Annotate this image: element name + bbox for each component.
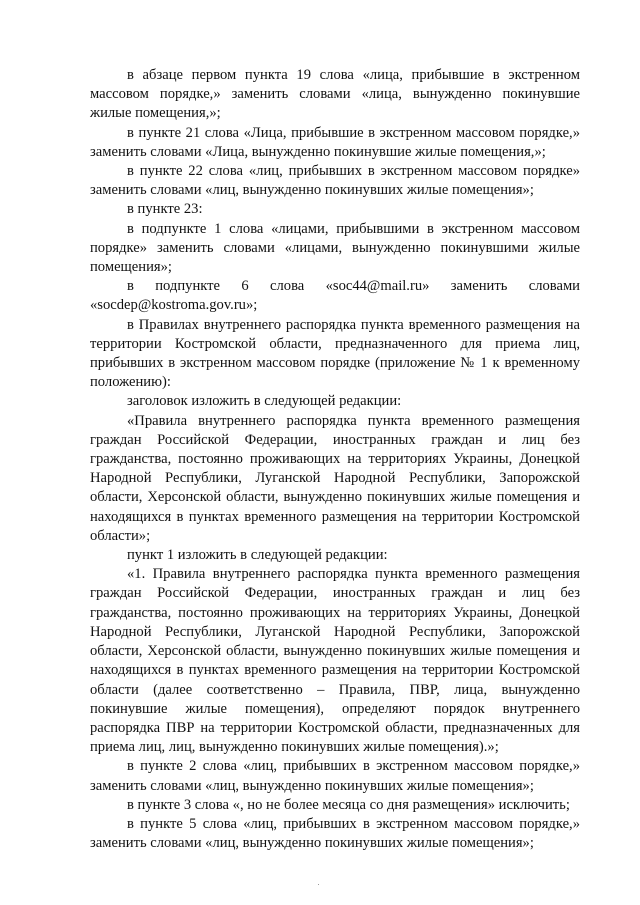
paragraph-item-5: в пункте 5 слова «лиц, прибывших в экстренном массовом порядке,» заменить словами «лиц, вынужденно покинувших жилые помещения»; xyxy=(90,815,580,852)
paragraph-heading-instruction: заголовок изложить в следующей редакции: xyxy=(127,393,402,410)
paragraph-item-22: в пункте 22 слова «лиц, прибывших в экстренном массовом порядке» заменить словами «лиц, вынужденно покинувших жилые помещения»; xyxy=(90,163,580,199)
paragraph-rules-intro: в Правилах внутреннего распорядка пункта временного размещения на территории Костромской области, предназначенного для приема лиц, прибывших в экстренном массовом порядке (приложение № 1 к временному положению): xyxy=(90,316,580,391)
paragraph-item-21: в пункте 21 слова «Лица, прибывшие в экстренном массовом порядке,» заменить словами «Лица, вынужденно покинувшие жилые помещения,»; xyxy=(90,124,580,160)
paragraph-item-1-instruction: пункт 1 изложить в следующей редакции: xyxy=(127,547,388,564)
paragraph-item-1-text: «1. Правила внутреннего распорядка пункта временного размещения граждан Российской Федерации, иностранных граждан и лиц без гражданства, постоянно проживающих на территориях Украины, Донецкой Народной Республики, Луганской Народной Республики, Запорожской области, Херсонской области, вынужденно покинувших жилые помещения и находящихся в пунктах временного размещения на территории Костромской области (далее соответственно – Правила, ПВР, лица, вынужденно покинувшие жилые помещения), определяют порядок внутреннего распорядка ПВР на территории Костромской области, предназначенных для приема лиц, лиц, вынужденно покинувших жилые помещения).»; xyxy=(90,566,580,756)
paragraph-item-19: в абзаце первом пункта 19 слова «лица, прибывшие в экстренном массовом порядке,» заменить словами «лица, вынужденно покинувшие жилые помещения,»; xyxy=(90,67,580,122)
paragraph-subitem-1: в подпункте 1 слова «лицами, прибывшими в экстренном массовом порядке» заменить словами «лицами, вынужденно покинувшими жилые помещения»; xyxy=(90,220,580,276)
document-body xyxy=(90,66,580,853)
paragraph-item-23: в пункте 23: xyxy=(127,201,203,218)
paragraph-subitem-6: в подпункте 6 слова «soc44@mail.ru» заменить словами «socdep@kostroma.gov.ru»; xyxy=(90,278,580,314)
scan-mark xyxy=(318,884,319,885)
paragraph-item-2: в пункте 2 слова «лиц, прибывших в экстренном массовом порядке,» заменить словами «лиц, вынужденно покинувших жилые помещения»; xyxy=(90,758,580,794)
paragraph-new-heading: «Правила внутреннего распорядка пункта временного размещения граждан Российской Федерации, иностранных граждан и лиц без гражданства, постоянно проживающих на территориях Украины, Донецкой Народной Республики, Луганской Народной Республики, Запорожской области, Херсонской области, вынужденно покинувших жилые помещения и находящихся в пунктах временного размещения на территории Костромской области»; xyxy=(90,412,580,544)
paragraph-item-3: в пункте 3 слова «, но не более месяца со дня размещения» исключить; xyxy=(127,796,570,813)
